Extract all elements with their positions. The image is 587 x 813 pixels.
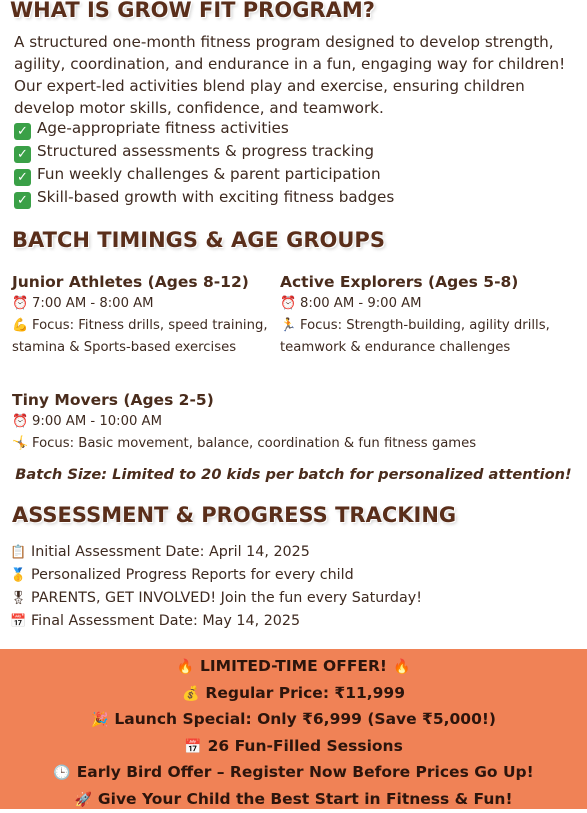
offer-line: [0, 787, 587, 813]
offer-text: Launch Special: Only ₹6,999 (Save ₹5,000!): [114, 710, 496, 728]
feature-label: Age-appropriate fitness activities: [37, 119, 289, 137]
group-title: Tiny Movers (Ages 2-5): [12, 389, 572, 411]
time-text: 9:00 AM - 10:00 AM: [32, 414, 162, 429]
clock-icon: 🕒: [53, 761, 70, 787]
alarm-clock-icon: ⏰: [12, 411, 28, 433]
fire-icon: 🔥: [393, 655, 410, 681]
group-title: Active Explorers (Ages 5-8): [280, 271, 580, 293]
feature-item: [14, 186, 394, 209]
assessment-text: Initial Assessment Date: April 14, 2025: [31, 544, 310, 560]
clipboard-icon: 📋: [10, 542, 27, 564]
alarm-clock-icon: ⏰: [280, 293, 296, 315]
offer-line: [0, 681, 587, 708]
tiny-movers-group: [12, 389, 572, 455]
time-text: 8:00 AM - 9:00 AM: [300, 296, 422, 311]
offer-text: 26 Fun-Filled Sessions: [208, 737, 403, 755]
group-focus: [12, 433, 572, 455]
flexed-arm-icon: 💪: [12, 315, 28, 337]
feature-item: [14, 117, 394, 140]
assessment-item: [10, 541, 422, 564]
offer-lines: [0, 654, 587, 813]
calendar-icon: 📅: [10, 611, 27, 633]
check-mark-icon: ✓: [14, 123, 31, 140]
program-intro: A structured one-month fitness program designed to develop strength, agility, coordination, and endurance in a fun, engaging way for children! Our expert-led activities blend play and exercise, ensuring children develop motor skills, confidence, and teamwork.: [14, 31, 586, 119]
group-time: [280, 293, 580, 315]
offer-text: Give Your Child the Best Start in Fitness & Fun!: [98, 790, 513, 808]
focus-text: Focus: Fitness drills, speed training, stamina & Sports-based exercises: [12, 318, 268, 355]
feature-label: Fun weekly challenges & parent participation: [37, 165, 381, 183]
check-mark-icon: ✓: [14, 169, 31, 186]
assessment-item: [10, 610, 422, 633]
focus-text: Focus: Basic movement, balance, coordination & fun fitness games: [32, 436, 476, 451]
batch-size-note: Batch Size: Limited to 20 kids per batch for personalized attention!: [0, 466, 587, 483]
check-mark-icon: ✓: [14, 146, 31, 163]
feature-label: Structured assessments & progress tracking: [37, 142, 374, 160]
feature-label: Skill-based growth with exciting fitness badges: [37, 188, 394, 206]
offer-line: [0, 734, 587, 761]
offer-banner: [0, 649, 587, 809]
calendar-icon: 📅: [184, 735, 201, 761]
feature-item: [14, 163, 394, 186]
assessment-list: [10, 541, 422, 633]
cartwheel-icon: 🤸: [12, 433, 28, 455]
assessment-text: Personalized Progress Reports for every child: [31, 567, 354, 583]
group-time: [12, 293, 270, 315]
medal-icon: 🥇: [10, 565, 27, 587]
time-text: 7:00 AM - 8:00 AM: [32, 296, 154, 311]
offer-text: LIMITED-TIME OFFER!: [200, 657, 387, 675]
assessment-text: Final Assessment Date: May 14, 2025: [31, 613, 300, 629]
money-bag-icon: 💰: [182, 682, 199, 708]
assessment-heading: ASSESSMENT & PROGRESS TRACKING: [12, 503, 456, 527]
military-medal-icon: 🎖: [10, 588, 27, 610]
offer-text: Early Bird Offer – Register Now Before Prices Go Up!: [77, 763, 534, 781]
offer-line: [0, 760, 587, 787]
fire-icon: 🔥: [177, 655, 194, 681]
group-focus: [12, 315, 270, 359]
assessment-item: [10, 587, 422, 610]
running-person-icon: 🏃: [280, 315, 296, 337]
alarm-clock-icon: ⏰: [12, 293, 28, 315]
offer-text: Regular Price: ₹11,999: [205, 684, 405, 702]
group-title: Junior Athletes (Ages 8-12): [12, 271, 270, 293]
assessment-item: [10, 564, 422, 587]
feature-checklist: [14, 117, 394, 209]
offer-line: [0, 654, 587, 681]
group-focus: [280, 315, 580, 359]
focus-text: Focus: Strength-building, agility drills, teamwork & endurance challenges: [280, 318, 550, 355]
what-is-heading: WHAT IS GROW FIT PROGRAM?: [10, 0, 375, 22]
feature-item: [14, 140, 394, 163]
check-mark-icon: ✓: [14, 192, 31, 209]
junior-athletes-group: [12, 271, 270, 359]
assessment-text: PARENTS, GET INVOLVED! Join the fun every Saturday!: [31, 590, 422, 606]
active-explorers-group: [280, 271, 580, 359]
group-time: [12, 411, 572, 433]
rocket-icon: 🚀: [74, 788, 91, 813]
offer-line: [0, 707, 587, 734]
party-popper-icon: 🎉: [91, 708, 108, 734]
batch-timings-heading: BATCH TIMINGS & AGE GROUPS: [12, 228, 385, 252]
